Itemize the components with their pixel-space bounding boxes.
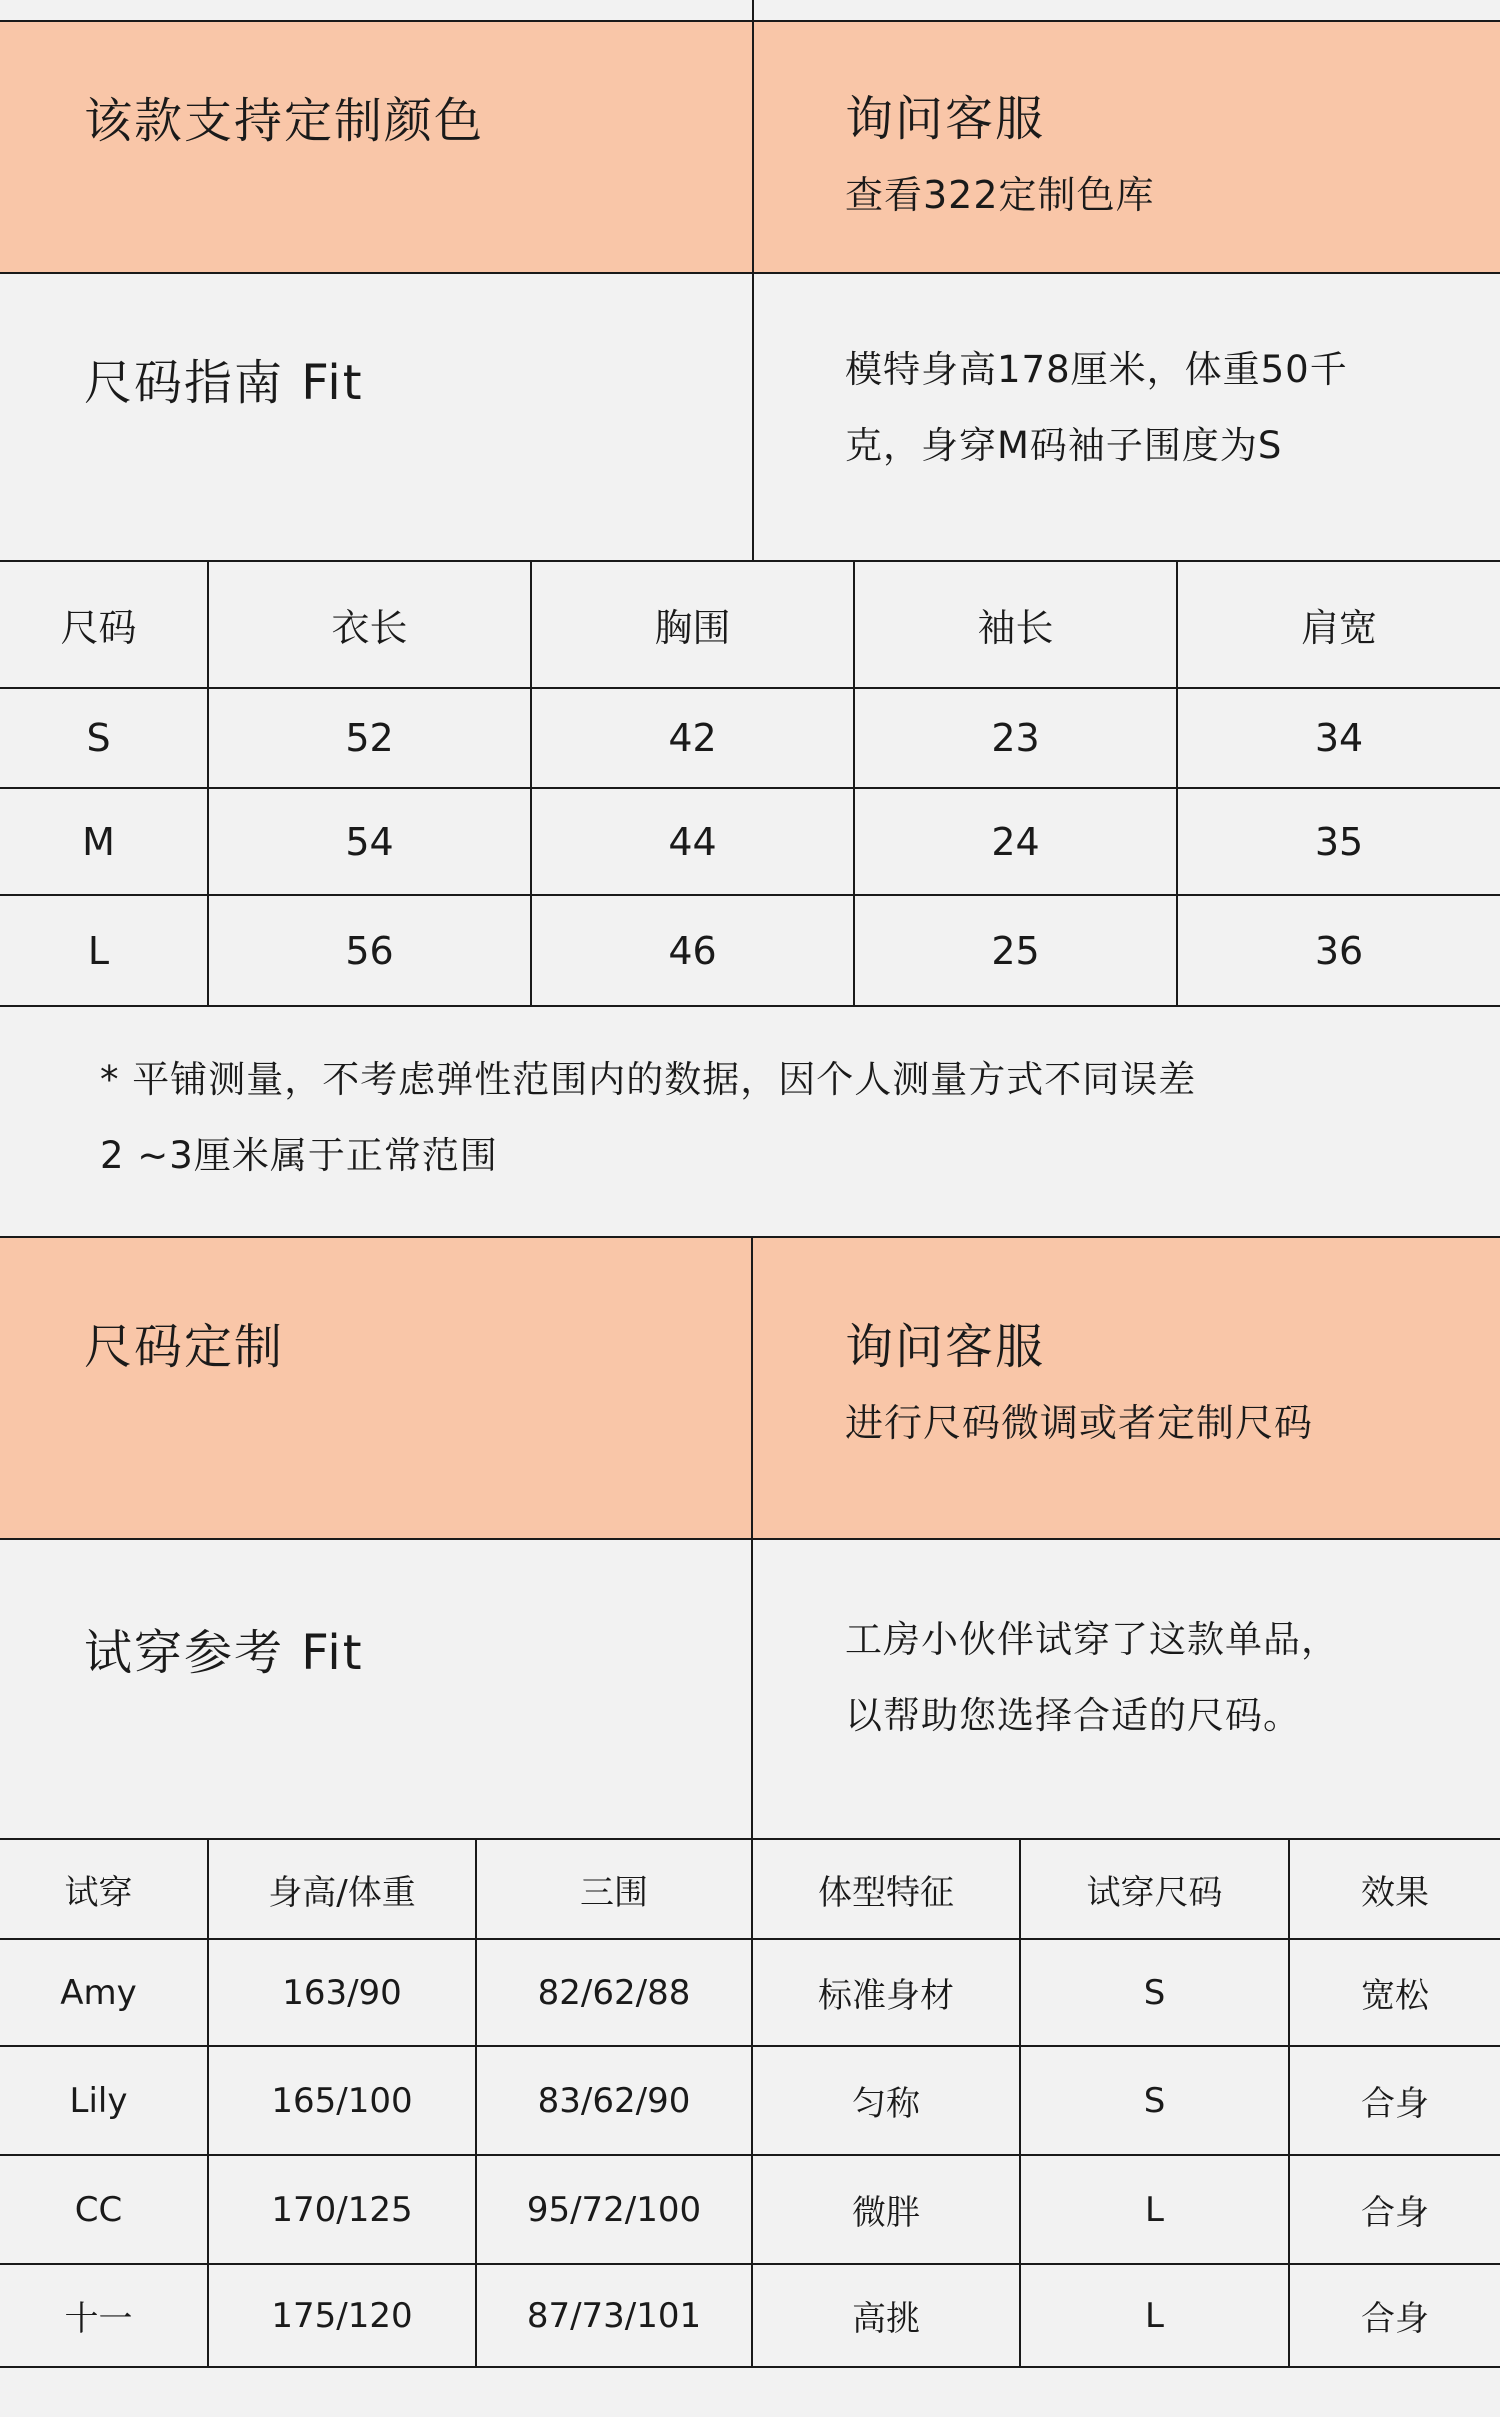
size-custom-title: 尺码定制 (84, 1319, 285, 1375)
try-on-note (845, 1602, 1339, 1754)
try-table-cell: Amy (60, 1972, 137, 2013)
size-table-cell: L (87, 928, 110, 973)
model-note (845, 332, 1348, 484)
size-table-cell: 35 (1314, 819, 1364, 864)
try-on-title: 试穿参考 Fit (84, 1625, 364, 1681)
try-table-cell: 高挑 (852, 2299, 920, 2339)
try-table-cell: 微胖 (852, 2193, 920, 2233)
measure-note-line1: * 平铺测量，不考虑弹性范围内的数据，因个人测量方式不同误差 (100, 1058, 1197, 1101)
divider (853, 560, 855, 1005)
divider (0, 1236, 1500, 1238)
try-table-cell: Lily (69, 2080, 128, 2121)
custom-color-title: 该款支持定制颜色 (84, 93, 485, 149)
measure-note-line2: 2 ~3厘米属于正常范围 (100, 1134, 498, 1177)
size-table-cell: 24 (991, 819, 1040, 864)
try-table-cell: 合身 (1361, 2299, 1429, 2339)
try-table-header-cell: 体型特征 (818, 1872, 954, 1913)
try-table-cell: 十一 (64, 2299, 133, 2339)
divider (530, 560, 532, 1005)
size-table-cell: M (82, 819, 115, 864)
try-table-cell: 165/100 (271, 2080, 413, 2121)
color-library-link[interactable]: 查看322定制色库 (845, 173, 1155, 217)
divider (0, 2263, 1500, 2265)
model-note-line1: 模特身高178厘米，体重50千 (845, 348, 1348, 391)
try-on-note-line1: 工房小伙伴试穿了这款单品， (845, 1618, 1339, 1661)
size-table-header-cell: 胸围 (654, 606, 731, 650)
try-table-cell: 匀称 (852, 2084, 920, 2124)
divider (0, 687, 1500, 689)
divider (0, 1538, 1500, 1540)
try-table-header-cell: 身高/体重 (268, 1872, 416, 1913)
size-guide-title: 尺码指南 Fit (84, 355, 364, 411)
try-table-cell: 95/72/100 (526, 2189, 702, 2230)
divider (0, 272, 1500, 274)
size-table-cell: 52 (345, 716, 394, 760)
size-table-cell: 23 (991, 716, 1040, 760)
try-table-header-cell: 试穿 (64, 1872, 133, 1913)
divider (752, 20, 754, 560)
try-table-cell: 175/120 (271, 2295, 413, 2336)
divider (475, 1838, 477, 2366)
size-table-cell: 25 (991, 928, 1040, 973)
divider (0, 20, 1500, 22)
divider (0, 2366, 1500, 2368)
try-table-cell: S (1143, 1972, 1166, 2013)
size-table-header-cell: 肩宽 (1300, 606, 1377, 650)
try-table-cell: L (1145, 2295, 1164, 2336)
divider (0, 894, 1500, 896)
divider (1288, 1838, 1290, 2366)
divider (752, 0, 754, 20)
try-table-cell: S (1143, 2080, 1166, 2121)
size-table-header-cell: 衣长 (331, 606, 408, 650)
divider (0, 787, 1500, 789)
divider (1019, 1838, 1021, 2366)
divider (207, 1838, 209, 2366)
size-table-cell: 44 (668, 819, 717, 864)
try-table-cell: 163/90 (282, 1972, 402, 2013)
model-note-line2: 克，身穿M码袖子围度为S (845, 424, 1283, 467)
size-custom-link[interactable]: 进行尺码微调或者定制尺码 (845, 1401, 1314, 1445)
measure-note (100, 1042, 1196, 1194)
size-table-cell: 36 (1314, 928, 1364, 973)
size-table-cell: S (86, 716, 111, 760)
divider (751, 1838, 753, 2366)
size-table-header-cell: 尺码 (60, 606, 137, 650)
try-table-cell: 170/125 (271, 2189, 413, 2230)
try-on-note-line2: 以帮助您选择合适的尺码。 (845, 1694, 1301, 1737)
try-table-header-cell: 试穿尺码 (1086, 1872, 1223, 1913)
divider (0, 2154, 1500, 2156)
try-table-cell: L (1145, 2189, 1164, 2230)
try-table-header-cell: 三围 (580, 1872, 648, 1913)
try-table-cell: CC (74, 2189, 123, 2230)
divider (0, 2045, 1500, 2047)
try-table-cell: 合身 (1361, 2084, 1429, 2124)
divider (207, 560, 209, 1005)
size-table-cell: 54 (345, 819, 394, 864)
ask-service-button-2[interactable]: 询问客服 (845, 1319, 1046, 1375)
divider (0, 1838, 1500, 1840)
try-table-cell: 宽松 (1361, 1976, 1429, 2016)
size-custom-panel (0, 1236, 1500, 1538)
try-table-cell: 83/62/90 (537, 2080, 691, 2121)
try-table-cell: 87/73/101 (526, 2295, 702, 2336)
divider (751, 1236, 753, 1838)
size-table-cell: 42 (668, 716, 717, 760)
try-table-cell: 82/62/88 (537, 1972, 691, 2013)
size-table-cell: 46 (668, 928, 717, 973)
ask-service-button[interactable]: 询问客服 (845, 91, 1046, 147)
try-table-cell: 标准身材 (818, 1976, 954, 2016)
try-table-cell: 合身 (1361, 2193, 1429, 2233)
divider (0, 1938, 1500, 1940)
size-table-cell: 56 (345, 928, 394, 973)
size-table-header-cell: 袖长 (977, 606, 1054, 650)
size-table-cell: 34 (1314, 716, 1364, 760)
try-table-header-cell: 效果 (1361, 1872, 1429, 1913)
divider (0, 560, 1500, 562)
divider (0, 1005, 1500, 1007)
divider (1176, 560, 1178, 1005)
